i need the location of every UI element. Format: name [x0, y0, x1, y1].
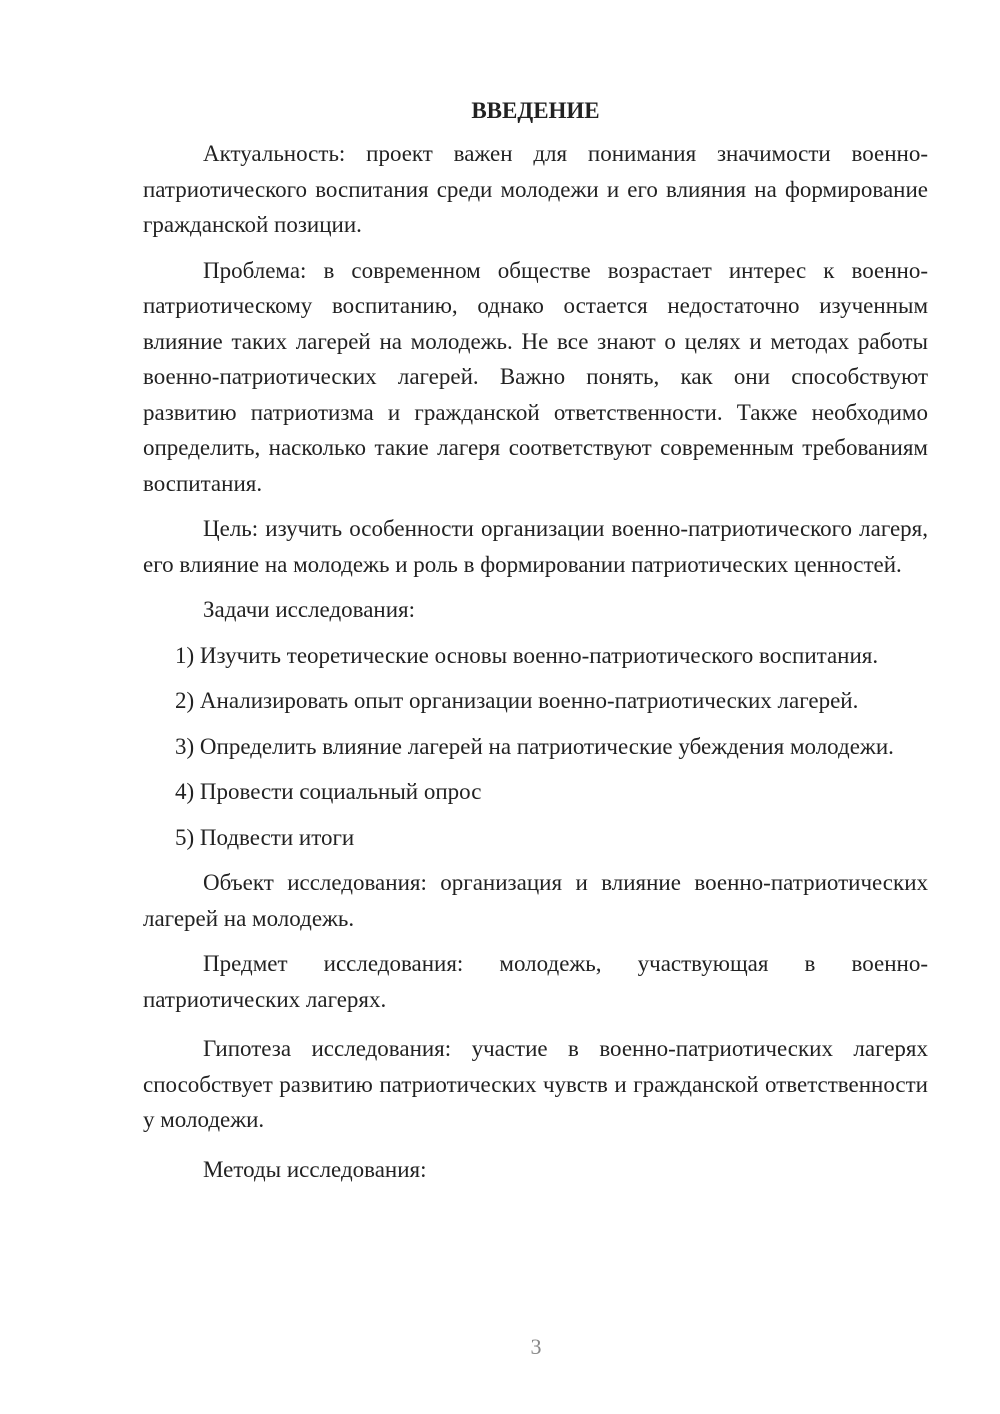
list-item-task-5: 5) Подвести итоги [175, 824, 355, 850]
paragraph-hypothesis: Гипотеза исследования: участие в военно-патриотических лагерях способствует развитию патриотических чувств и гражданской ответственности у молодежи. [143, 1036, 928, 1132]
paragraph-problem: Проблема: в современном обществе возрастает интерес к военно-патриотическому воспитанию, однако остается недостаточно изученным влияние таких лагерей на молодежь. Не все знают о целях и методах работы военно-патриотических лагерей. Важно понять, как они способствуют развитию патриотизма и гражданской ответственности. Также необходимо определить, насколько такие лагеря соответствуют современным требованиям воспитания. [143, 257, 928, 496]
paragraph-goal: Цель: изучить особенности организации военно-патриотического лагеря, его влияние на молодежь и роль в формировании патриотических ценностей. [143, 516, 928, 577]
page-title: ВВЕДЕНИЕ [471, 98, 600, 123]
list-item-task-2: 2) Анализировать опыт организации военно-патриотических лагерей. [175, 688, 859, 713]
paragraph-object: Объект исследования: организация и влияние военно-патриотических лагерей на молодежь. [143, 870, 928, 931]
paragraph-tasks-heading: Задачи исследования: [203, 597, 416, 622]
page-content [143, 94, 928, 1197]
page-number: 3 [530, 1334, 542, 1359]
paragraph-methods: Методы исследования: [203, 1156, 427, 1182]
paragraph-subject: Предмет исследования: молодежь, участвующая в военно-патриотических лагерях. [143, 951, 928, 1012]
paragraph-relevance: Актуальность: проект важен для понимания значимости военно-патриотического воспитания среди молодежи и его влияния на формирование гражданской позиции. [143, 141, 928, 237]
list-item-task-3: 3) Определить влияние лагерей на патриотические убеждения молодежи. [175, 733, 894, 759]
list-item-task-4: 4) Провести социальный опрос [175, 779, 482, 804]
list-item-task-1: 1) Изучить теоретические основы военно-патриотического воспитания. [175, 642, 879, 668]
